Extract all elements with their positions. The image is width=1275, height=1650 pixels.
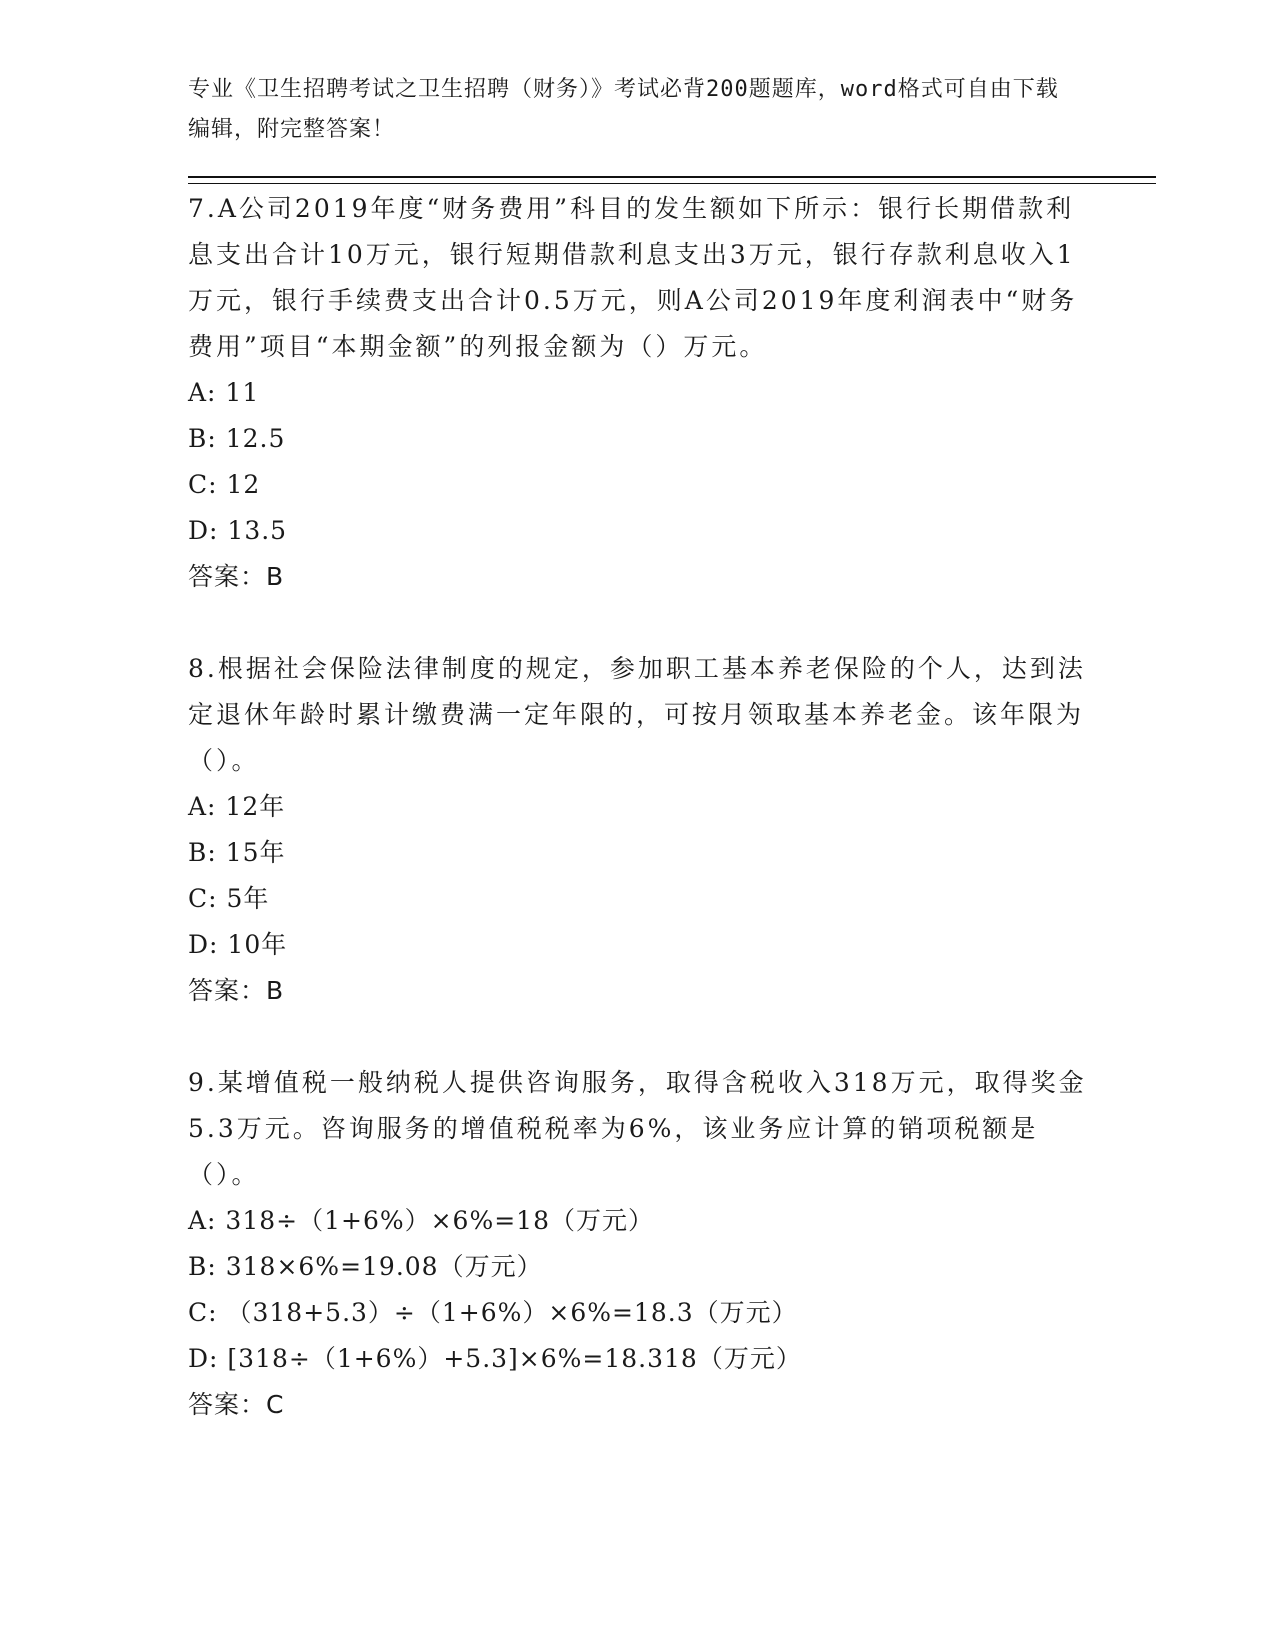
option-b: B: 15年 (188, 838, 286, 867)
question-list (188, 186, 1088, 1474)
question-9 (188, 1060, 1088, 1428)
question-stem: 9.某增值税一般纳税人提供咨询服务，取得含税收入318万元，取得奖金5.3万元。咨询服务的增值税税率为6%，该业务应计算的销项税额是（）。 (188, 1068, 1087, 1189)
document-header: 专业《卫生招聘考试之卫生招聘（财务）》考试必背200题题库，word格式可自由下载编辑，附完整答案！ (188, 77, 1059, 142)
option-c: C: （318+5.3）÷（1+6%）×6%=18.3（万元） (188, 1298, 798, 1327)
header-divider-thin (188, 183, 1156, 184)
question-8 (188, 646, 1088, 1014)
answer: 答案：B (188, 976, 285, 1005)
header-divider-thick (188, 176, 1156, 178)
answer: 答案：B (188, 562, 285, 591)
option-c: C: 12 (188, 470, 261, 499)
answer: 答案：C (188, 1390, 285, 1419)
option-d: D: 13.5 (188, 516, 288, 545)
option-a: A: 318÷（1+6%）×6%=18（万元） (188, 1206, 654, 1235)
option-d: D: 10年 (188, 930, 288, 959)
question-7 (188, 186, 1088, 600)
option-b: B: 12.5 (188, 424, 286, 453)
option-d: D: [318÷（1+6%）+5.3]×6%=18.318（万元） (188, 1344, 802, 1373)
option-a: A: 11 (188, 378, 260, 407)
question-stem: 7.A公司2019年度“财务费用”科目的发生额如下所示：银行长期借款利息支出合计10万元，银行短期借款利息支出3万元，银行存款利息收入1万元，银行手续费支出合计0.5万元，则A公司2019年度利润表中“财务费用”项目“本期金额”的列报金额为（）万元。 (188, 194, 1078, 361)
option-a: A: 12年 (188, 792, 286, 821)
option-b: B: 318×6%=19.08（万元） (188, 1252, 543, 1281)
question-stem: 8.根据社会保险法律制度的规定，参加职工基本养老保险的个人，达到法定退休年龄时累计缴费满一定年限的，可按月领取基本养老金。该年限为（）。 (188, 654, 1086, 775)
option-c: C: 5年 (188, 884, 270, 913)
